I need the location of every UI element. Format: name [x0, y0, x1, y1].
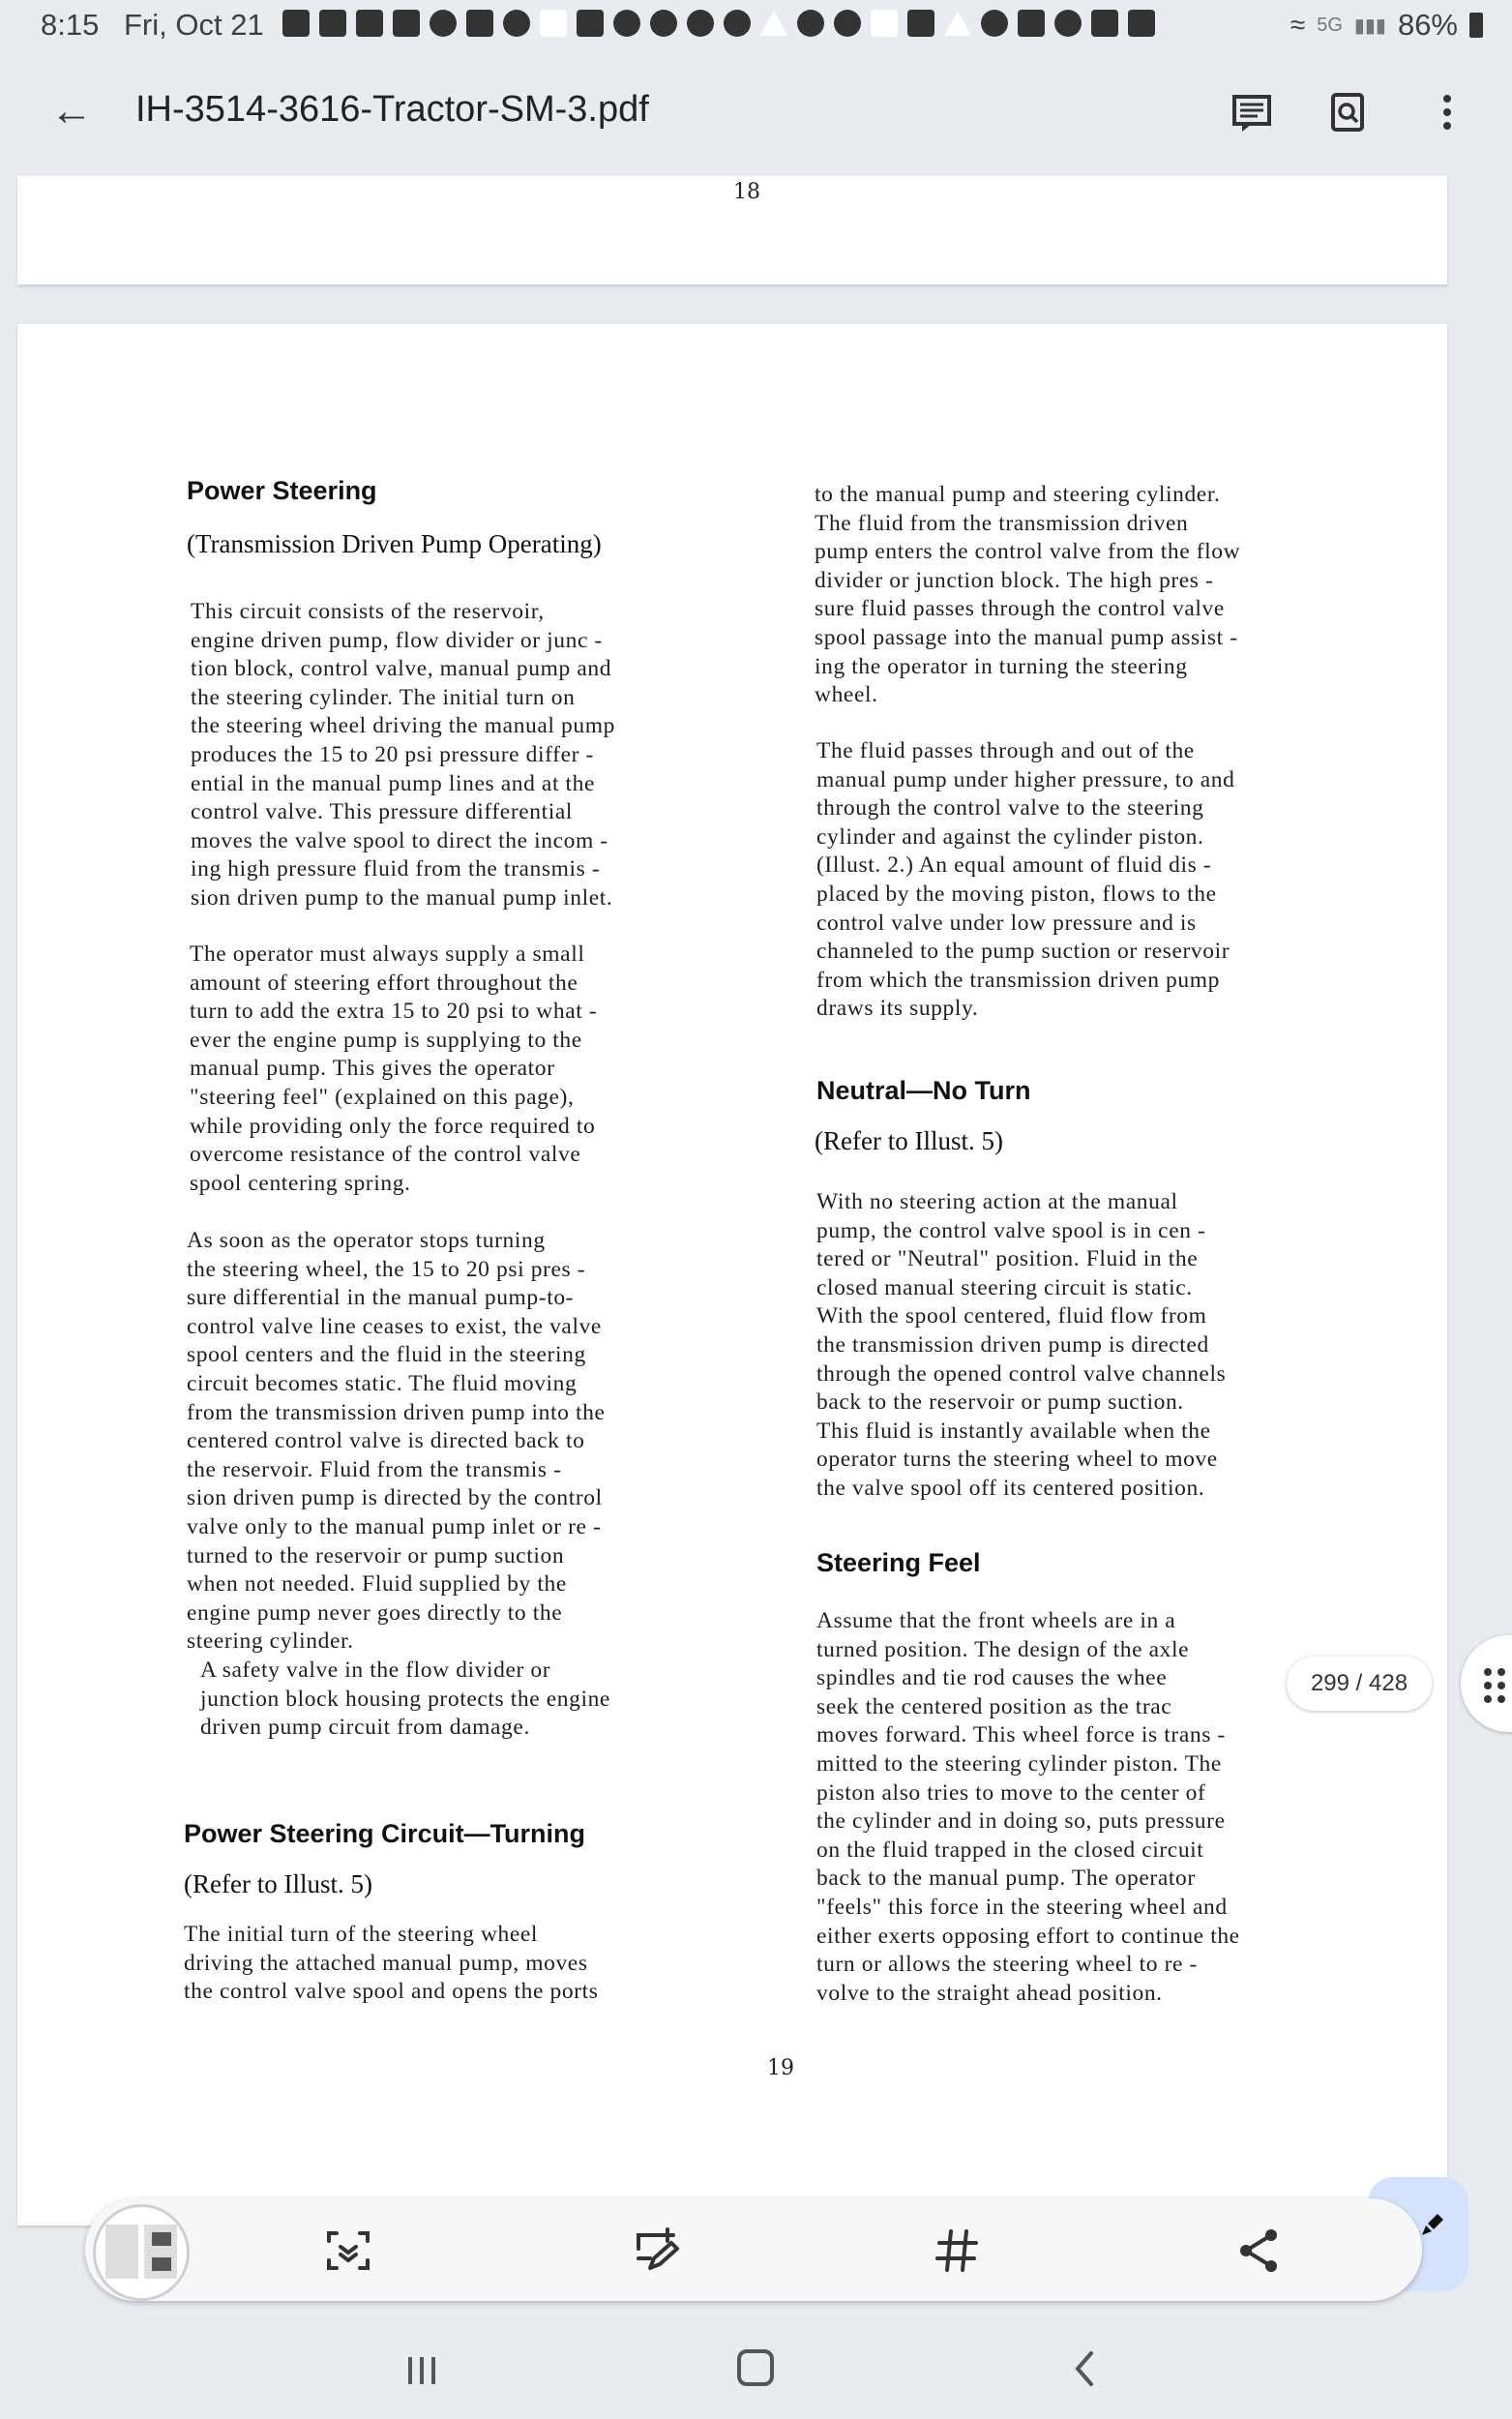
app-icon — [871, 10, 898, 37]
paragraph: to the manual pump and steering cylinder. The fluid from the transmission driven pump enters the control valve from the flow divider or junction block. The high pres - sure fluid passes through the control valve spool passage into the manual pump assist - ing the operator in turning the steering wheel. — [815, 482, 1241, 708]
app-icon — [540, 10, 567, 37]
section-heading: Power Steering — [187, 476, 377, 505]
app-icon — [1128, 10, 1155, 37]
chrome-icon — [981, 10, 1008, 37]
system-nav-bar — [0, 2322, 1512, 2419]
previous-page — [17, 176, 1447, 284]
wifi-icon: ≈ — [1290, 10, 1306, 40]
recents-icon[interactable] — [404, 2353, 439, 2388]
status-time: 8:15 — [41, 8, 100, 42]
facebook-icon — [356, 10, 383, 37]
chrome-icon — [687, 10, 714, 37]
section-subheading: (Transmission Driven Pump Operating) — [187, 529, 602, 558]
app-bar — [0, 50, 1512, 176]
document-page — [17, 324, 1447, 2225]
app-icon — [1018, 10, 1045, 37]
edit-pen-icon[interactable] — [1418, 2212, 1445, 2239]
section-subheading: (Refer to Illust. 5) — [815, 1126, 1003, 1155]
paragraph: The initial turn of the steering wheel driving the attached manual pump, moves the control valve spool and opens the ports — [184, 1922, 599, 2005]
paragraph: This circuit consists of the reservoir, engine driven pump, flow divider or junc - tion block, control valve, manual pump and the steering cylinder. The initial turn on the steering wheel driving the manual pump produces the 15 to 20 psi pressure differ - ential in the manual pump lines and at the control valve. This pressure differential moves the valve spool to direct the incom - ing high pressure fluid from the transmis - sion driven pump to the manual pump inlet. — [191, 599, 615, 911]
page-number: 18 — [733, 180, 760, 204]
document-title: IH-3514-3616-Tractor-SM-3.pdf — [135, 89, 649, 130]
chrome-icon — [834, 10, 861, 37]
signal-icon: ▮▮▮ — [1353, 15, 1386, 37]
battery-icon — [1469, 13, 1483, 38]
paragraph: A safety valve in the flow divider or junction block housing protects the engine driven pump circuit from damage. — [200, 1657, 610, 1741]
youtube-icon — [466, 10, 493, 37]
home-icon[interactable] — [737, 2349, 774, 2386]
chrome-icon — [797, 10, 824, 37]
scan-icon[interactable] — [321, 2224, 375, 2278]
section-subheading: (Refer to Illust. 5) — [184, 1869, 372, 1898]
back-icon[interactable] — [1070, 2349, 1099, 2388]
paragraph: With no steering action at the manual pump, the control valve spool is in cen - tered or "Neutral" position. Fluid in the closed manual steering circuit is static. With the spool centered, fluid flow from the transmission driven pump is directed through the opened control valve channels back to the reservoir or pump suction. This fluid is instantly available when the operator turns the steering wheel to move the valve spool off its centered position. — [816, 1189, 1227, 1501]
app-icon — [907, 10, 934, 37]
facebook-icon — [282, 10, 310, 37]
battery-percent: 86% — [1397, 8, 1458, 42]
pinterest-icon — [430, 10, 457, 37]
drive-icon — [944, 11, 971, 36]
status-right — [1290, 8, 1483, 43]
drag-handle-icon[interactable] — [1482, 1664, 1507, 1707]
bottom-toolbar — [85, 2198, 1422, 2301]
more-vert-icon[interactable] — [1424, 89, 1470, 135]
notification-icons — [282, 10, 1155, 37]
network-type: 5G — [1317, 14, 1343, 36]
paragraph: The fluid passes through and out of the manual pump under higher pressure, to and through the control valve to the steering cylinder and against the cylinder piston. (Illust. 2.) An equal amount of fluid dis - placed by the moving piston, flows to the control valve under low pressure and is channeled to the pump suction or reservoir from which the transmission driven pump draws its supply. — [816, 738, 1235, 1022]
section-heading: Steering Feel — [816, 1548, 981, 1577]
page-number: 19 — [767, 2056, 794, 2080]
status-bar — [0, 0, 1512, 50]
arrow-back-icon[interactable]: ← — [50, 87, 93, 134]
facebook-icon — [319, 10, 346, 37]
notes-icon[interactable] — [1229, 89, 1275, 135]
play-icon — [613, 10, 640, 37]
page-counter: 299 / 428 — [1287, 1657, 1432, 1711]
page-thumbnail[interactable] — [93, 2204, 190, 2301]
chrome-icon — [724, 10, 751, 37]
hash-icon[interactable] — [930, 2224, 984, 2278]
facebook-icon — [393, 10, 420, 37]
paragraph: The operator must always supply a small amount of steering effort throughout the turn to add the extra 15 to 20 psi to what - ever the engine pump is supplying to the manual pump. This gives the operator "steering feel" (explained on this page), while providing only the force required to overcome resistance of the control valve spool centering spring. — [190, 941, 598, 1196]
section-heading: Power Steering Circuit—Turning — [184, 1819, 586, 1848]
app-icon — [1091, 10, 1118, 37]
section-heading: Neutral—No Turn — [816, 1076, 1031, 1105]
chrome-icon — [1054, 10, 1082, 37]
share-icon[interactable] — [1232, 2224, 1287, 2278]
status-date: Fri, Oct 21 — [124, 8, 264, 42]
paragraph: As soon as the operator stops turning the steering wheel, the 15 to 20 psi pres - sure differential in the manual pump-to- control valve line ceases to exist, the valve spool centers and the fluid in the steering circuit becomes static. The fluid moving from the transmission driven pump into the centered control valve is directed back to the reservoir. Fluid from the transmis - sion driven pump is directed by the control valve only to the manual pump inlet or re - turned to the reservoir or pump suction when not needed. Fluid supplied by the engine pump never goes directly to the steering cylinder. — [187, 1228, 606, 1655]
drive-icon — [760, 11, 787, 36]
search-in-doc-icon[interactable] — [1325, 89, 1372, 135]
annotate-icon[interactable] — [629, 2224, 683, 2278]
app-icon — [503, 10, 530, 37]
paragraph: Assume that the front wheels are in a turned position. The design of the axle spindles and tie rod causes the whee seek the centered position as the trac moves forward. This wheel force is trans - mitted to the steering cylinder piston. The piston also tries to move to the center of the cylinder and in doing so, puts pressure on the fluid trapped in the closed circuit back to the manual pump. The operator "feels" this force in the steering wheel and either exerts opposing effort to continue the turn or allows the steering wheel to re - volve to the straight ahead position. — [816, 1608, 1240, 2006]
chrome-icon — [650, 10, 677, 37]
netflix-icon — [577, 10, 604, 37]
